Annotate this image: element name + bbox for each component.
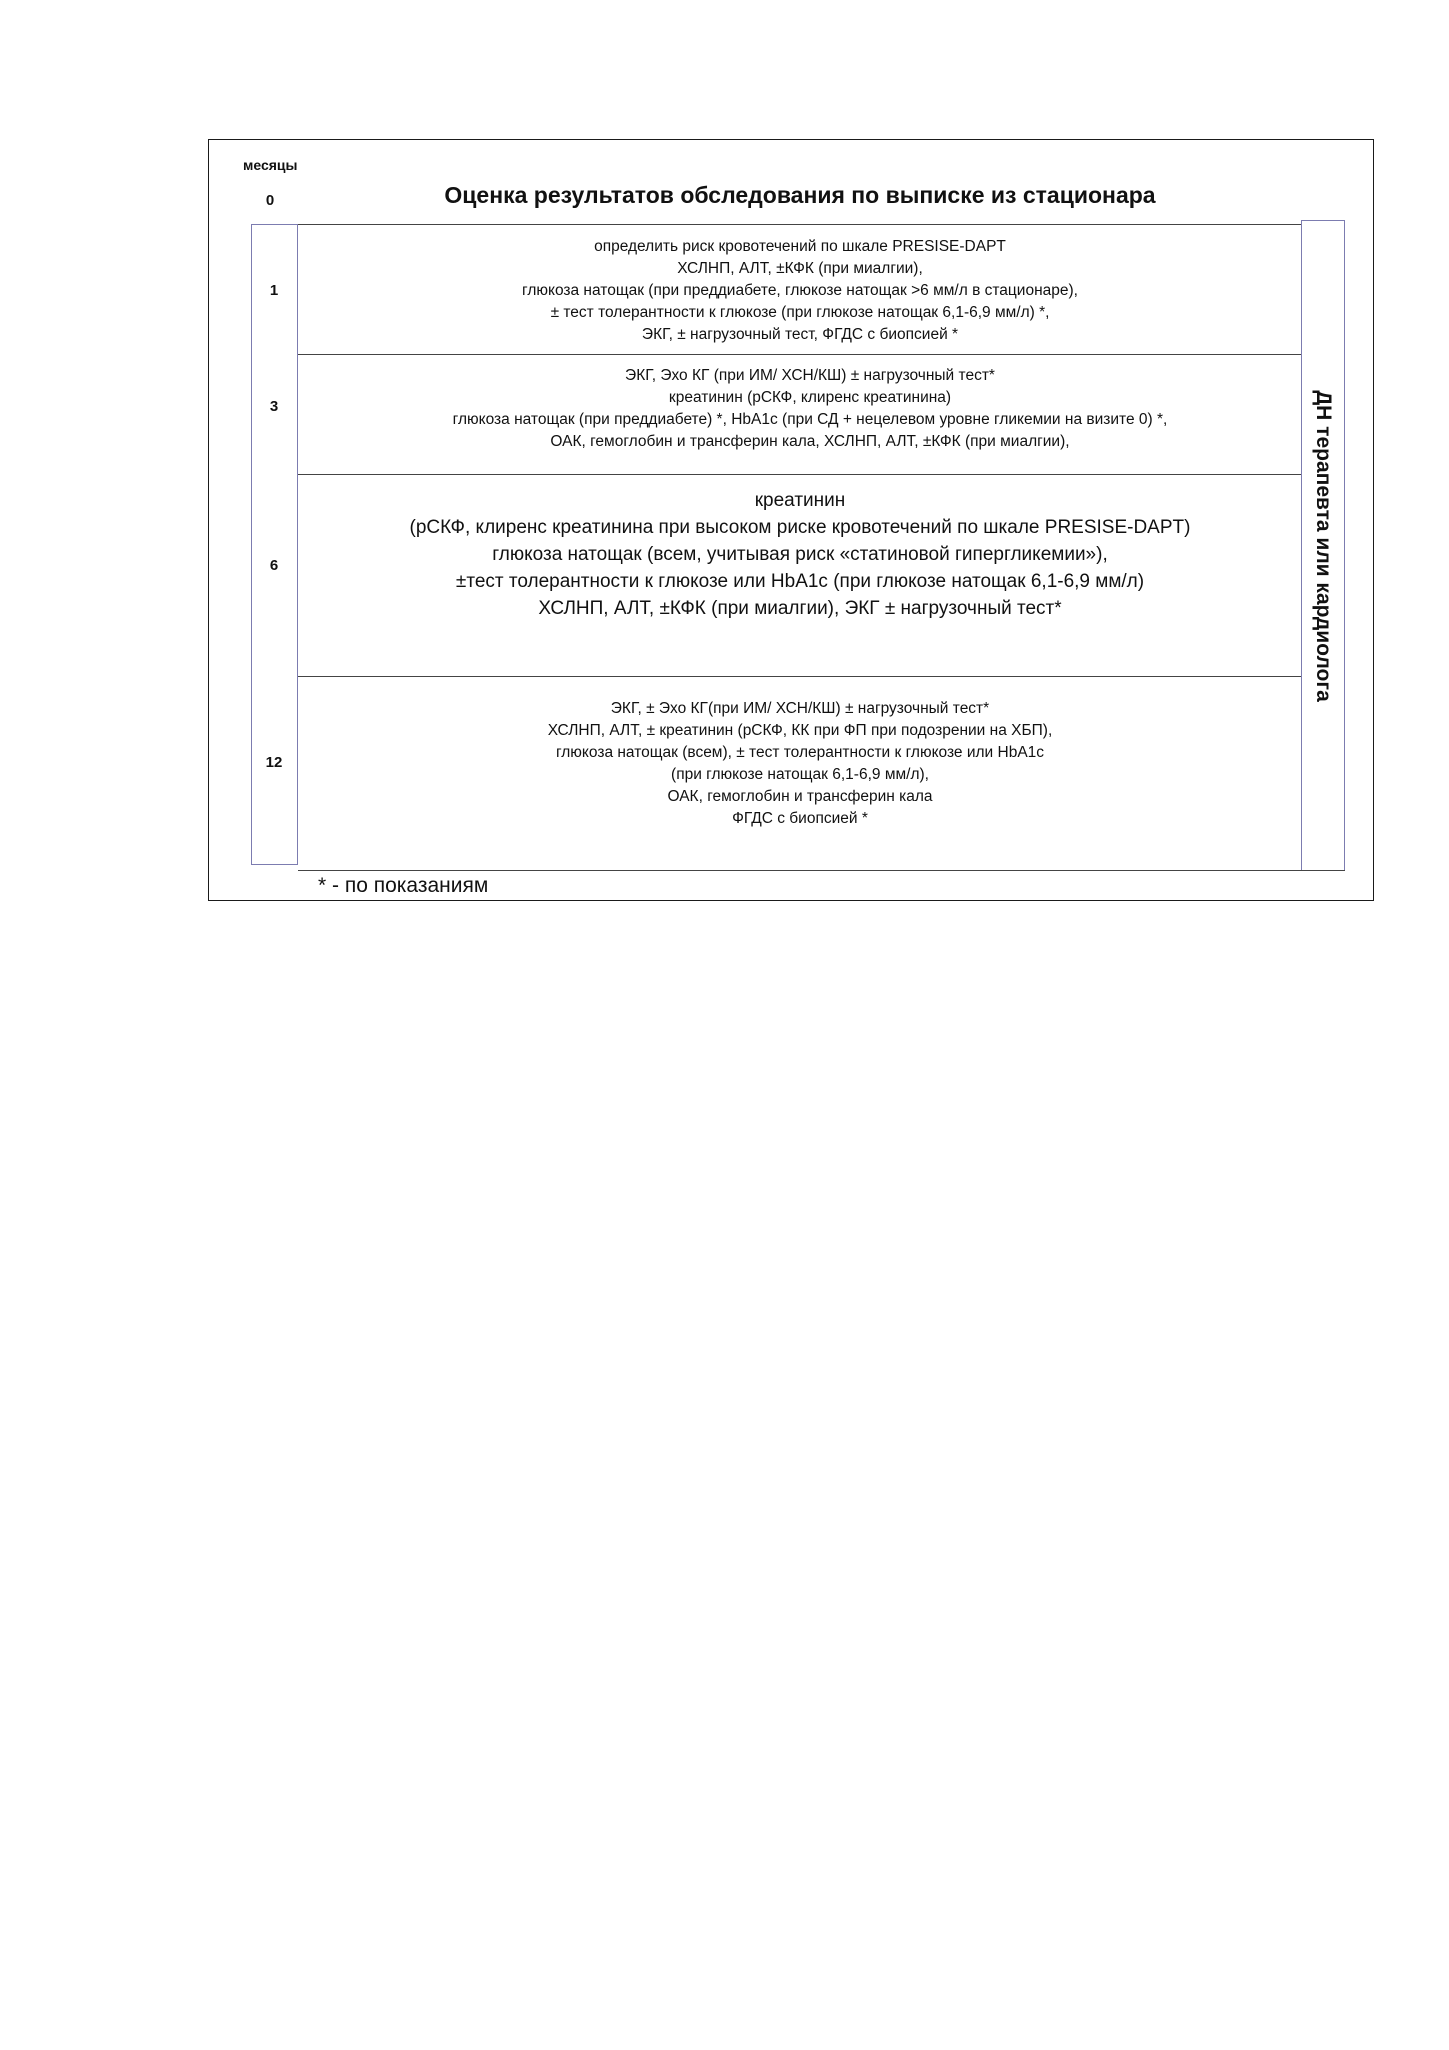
row-divider-top (298, 224, 1301, 225)
month-0-label: 0 (265, 192, 275, 209)
month-3-tasks (310, 365, 1310, 453)
row-divider-bottom (298, 870, 1345, 871)
row-divider-3-6 (298, 474, 1301, 475)
month-3-label: 3 (269, 398, 279, 415)
month-1-task: определить риск кровотечений по шкале PRESISE-DAPT (594, 238, 1006, 255)
month-3-task: ЭКГ, Эхо КГ (при ИМ/ ХСН/КШ) ± нагрузочный тест* (625, 367, 995, 384)
row-divider-1-3 (298, 354, 1301, 355)
month-12-task: (при глюкозе натощак 6,1-6,9 мм/л), (671, 766, 929, 783)
month-6-task: ±тест толерантности к глюкозе или HbA1c (при глюкозе натощак 6,1-6,9 мм/л) (455, 571, 1145, 592)
month-6-label: 6 (269, 557, 279, 574)
month-12-tasks (300, 698, 1300, 830)
footnote: * - по показаниям (318, 874, 489, 897)
month-1-task: ± тест толерантности к глюкозе (при глюкозе натощак 6,1-6,9 мм/л) *, (550, 304, 1050, 321)
month-3-task: глюкоза натощак (при преддиабете) *, HbA1c (при СД + нецелевом уровне гликемии на визите 0) *, (452, 411, 1168, 428)
month-6-task: креатинин (754, 490, 846, 511)
month-12-task: ОАК, гемоглобин и трансферин кала (667, 788, 933, 805)
month-6-tasks (300, 487, 1300, 622)
month-1-task: глюкоза натощак (при преддиабете, глюкозе натощак >6 мм/л в стационаре), (522, 282, 1078, 299)
months-axis-label: месяцы (243, 157, 298, 173)
month-1-task: ЭКГ, ± нагрузочный тест, ФГДС с биопсией * (641, 326, 959, 343)
month-12-task: ХСЛНП, АЛТ, ± креатинин (рСКФ, КК при ФП при подозрении на ХБП), (547, 722, 1053, 739)
diagram-title: Оценка результатов обследования по выписке из стационара (444, 182, 1156, 208)
month-6-task: ХСЛНП, АЛТ, ±КФК (при миалгии), ЭКГ ± нагрузочный тест* (538, 598, 1062, 619)
dispensary-observation-label: ДН терапевта или кардиолога (1312, 390, 1335, 702)
month-1-label: 1 (269, 282, 279, 299)
month-12-task: ФГДС с биопсией * (732, 810, 868, 827)
month-1-tasks (300, 236, 1300, 346)
row-divider-6-12 (298, 676, 1301, 677)
month-1-task: ХСЛНП, АЛТ, ±КФК (при миалгии), (677, 260, 923, 277)
month-12-task: глюкоза натощак (всем), ± тест толерантности к глюкозе или HbA1c (555, 744, 1045, 761)
month-3-task: ОАК, гемоглобин и трансферин кала, ХСЛНП, АЛТ, ±КФК (при миалгии), (550, 433, 1070, 450)
month-6-task: (рСКФ, клиренс креатинина при высоком риске кровотечений по шкале PRESISE-DAPT) (409, 517, 1191, 538)
month-6-task: глюкоза натощак (всем, учитывая риск «статиновой гипергликемии»), (492, 544, 1108, 565)
month-3-task: креатинин (рСКФ, клиренс креатинина) (668, 389, 952, 406)
month-12-task: ЭКГ, ± Эхо КГ(при ИМ/ ХСН/КШ) ± нагрузочный тест* (610, 700, 990, 717)
month-12-label: 12 (265, 754, 283, 771)
